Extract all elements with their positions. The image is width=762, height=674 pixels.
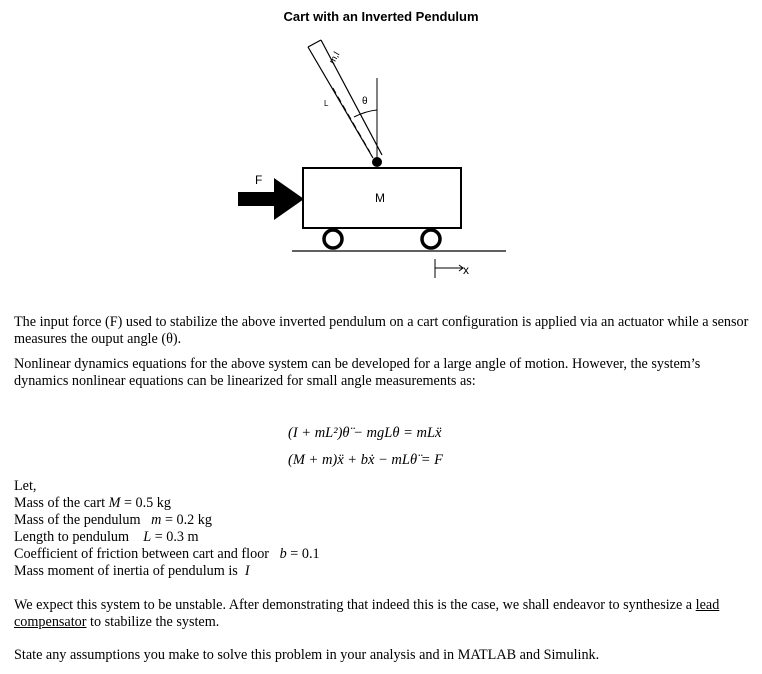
pivot-joint [372,157,382,167]
friction-row: Coefficient of friction between cart and floor b = 0.1 [14,546,320,562]
intro-paragraph: The input force (F) used to stabilize the above inverted pendulum on a cart configuration is applied via an actuator while a sensor measures the ouput angle (θ). [14,314,749,347]
angle-label: θ [362,96,368,107]
pendulum-mass-row: Mass of the pendulum m = 0.2 kg [14,512,212,528]
lead-compensator-text: lead compensator [14,597,720,630]
cart-mass-row: Mass of the cart M = 0.5 kg [14,495,171,511]
equation-2: (M + m)ẍ + bẋ − mLθ̈ = F [288,452,443,468]
position-label: x [463,263,469,277]
angle-arc [354,110,377,117]
let-label: Let, [14,478,37,494]
pendulum-mass-label: m,l [326,50,342,66]
inertia-row: Mass moment of inertia of pendulum is I [14,563,250,579]
equation-1: (I + mL²)θ̈ − mgLθ = mLẍ [288,425,442,441]
inverted-pendulum-diagram [230,34,520,284]
assumptions-paragraph: State any assumptions you make to solve this problem in your analysis and in MATLAB and Simulink. [14,647,600,663]
page-title: Cart with an Inverted Pendulum [283,9,479,24]
stability-paragraph: We expect this system to be unstable. After demonstrating that indeed this is the case, we shall endeavor to synthesize a lead compensator to stabilize the system. [14,597,720,630]
parameter-list [14,478,320,580]
dynamics-paragraph: Nonlinear dynamics equations for the above system can be developed for a large angle of motion. However, the system’s dynamics nonlinear equations can be linearized for small angle measurements as: [14,356,701,389]
left-wheel [324,230,342,248]
force-label: F [255,173,263,187]
force-arrow [238,178,304,220]
cart-mass-label: M [375,191,385,205]
length-label: L [324,99,329,108]
right-wheel [422,230,440,248]
length-row: Length to pendulum L = 0.3 m [14,529,199,545]
